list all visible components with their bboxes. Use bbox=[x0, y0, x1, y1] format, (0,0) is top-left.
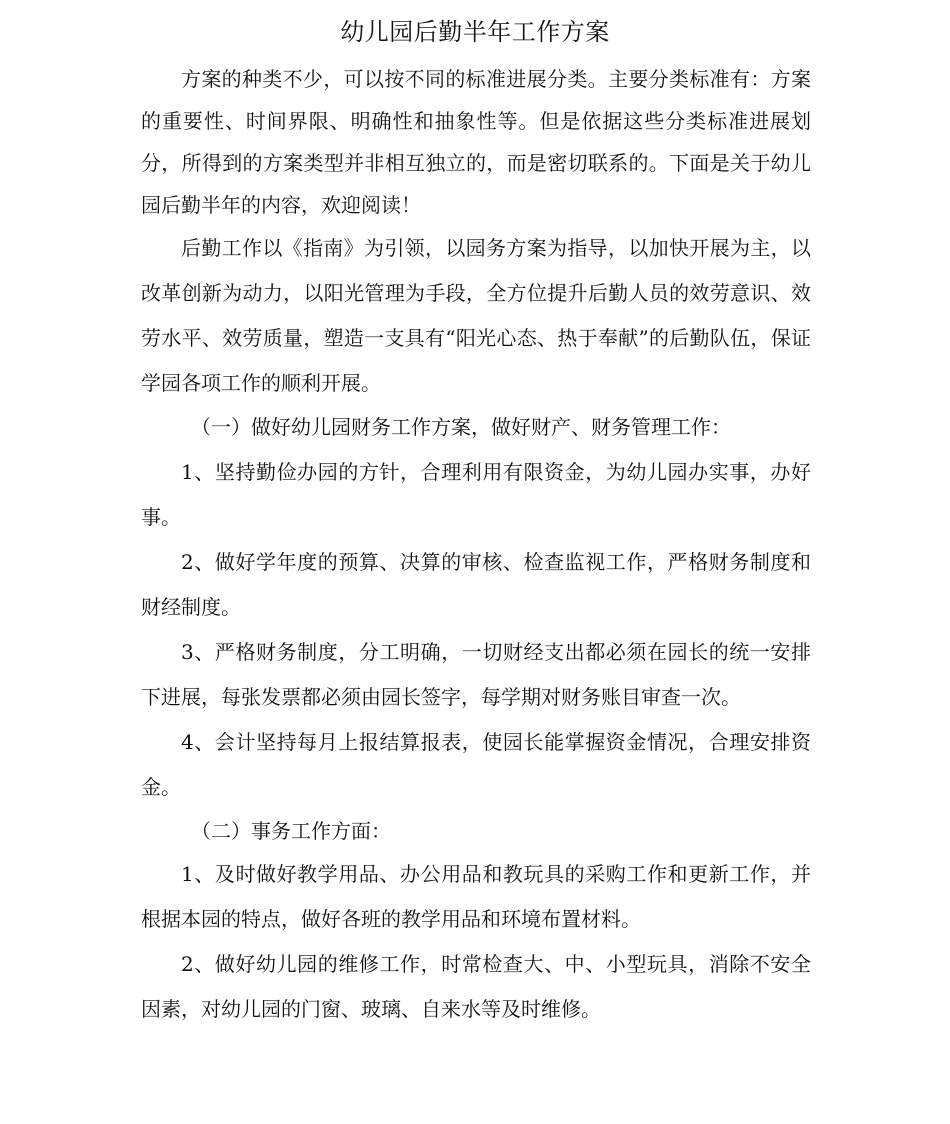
affairs-item-1: 1、及时做好教学用品、办公用品和教玩具的采购工作和更新工作，并根据本园的特点，做好各班的教学用品和环境布置材料。 bbox=[141, 862, 811, 931]
section-heading-finance: （一）做好幼儿园财务工作方案，做好财产、财务管理工作： bbox=[191, 415, 731, 439]
finance-item-3: 3、严格财务制度，分工明确，一切财经支出都必须在园长的统一安排下进展，每张发票都必须由园长签字，每学期对财务账目审查一次。 bbox=[141, 640, 811, 709]
section-heading-affairs: （二）事务工作方面： bbox=[191, 819, 391, 843]
affairs-item-2: 2、做好幼儿园的维修工作，时常检查大、中、小型玩具，消除不安全因素，对幼儿园的门窗、玻璃、自来水等及时维修。 bbox=[141, 952, 811, 1021]
document-title: 幼儿园后勤半年工作方案 bbox=[340, 18, 610, 46]
finance-item-1: 1、坚持勤俭办园的方针，合理利用有限资金，为幼儿园办实事，办好事。 bbox=[141, 460, 811, 529]
document-body bbox=[141, 58, 811, 1032]
finance-item-2: 2、做好学年度的预算、决算的审核、检查监视工作，严格财务制度和财经制度。 bbox=[141, 550, 811, 619]
finance-item-4: 4、会计坚持每月上报结算报表，使园长能掌握资金情况，合理安排资金。 bbox=[141, 730, 811, 799]
logistics-overview-paragraph: 后勤工作以《指南》为引领，以园务方案为指导，以加快开展为主，以改革创新为动力，以阳光管理为手段，全方位提升后勤人员的效劳意识、效劳水平、效劳质量，塑造一支具有“阳光心态、热于奉献”的后勤队伍，保证学园各项工作的顺利开展。 bbox=[141, 236, 811, 395]
intro-paragraph: 方案的种类不少，可以按不同的标准进展分类。主要分类标准有：方案的重要性、时间界限、明确性和抽象性等。但是依据这些分类标准进展划分，所得到的方案类型并非相互独立的，而是密切联系的。下面是关于幼儿园后勤半年的内容，欢迎阅读！ bbox=[141, 67, 811, 217]
